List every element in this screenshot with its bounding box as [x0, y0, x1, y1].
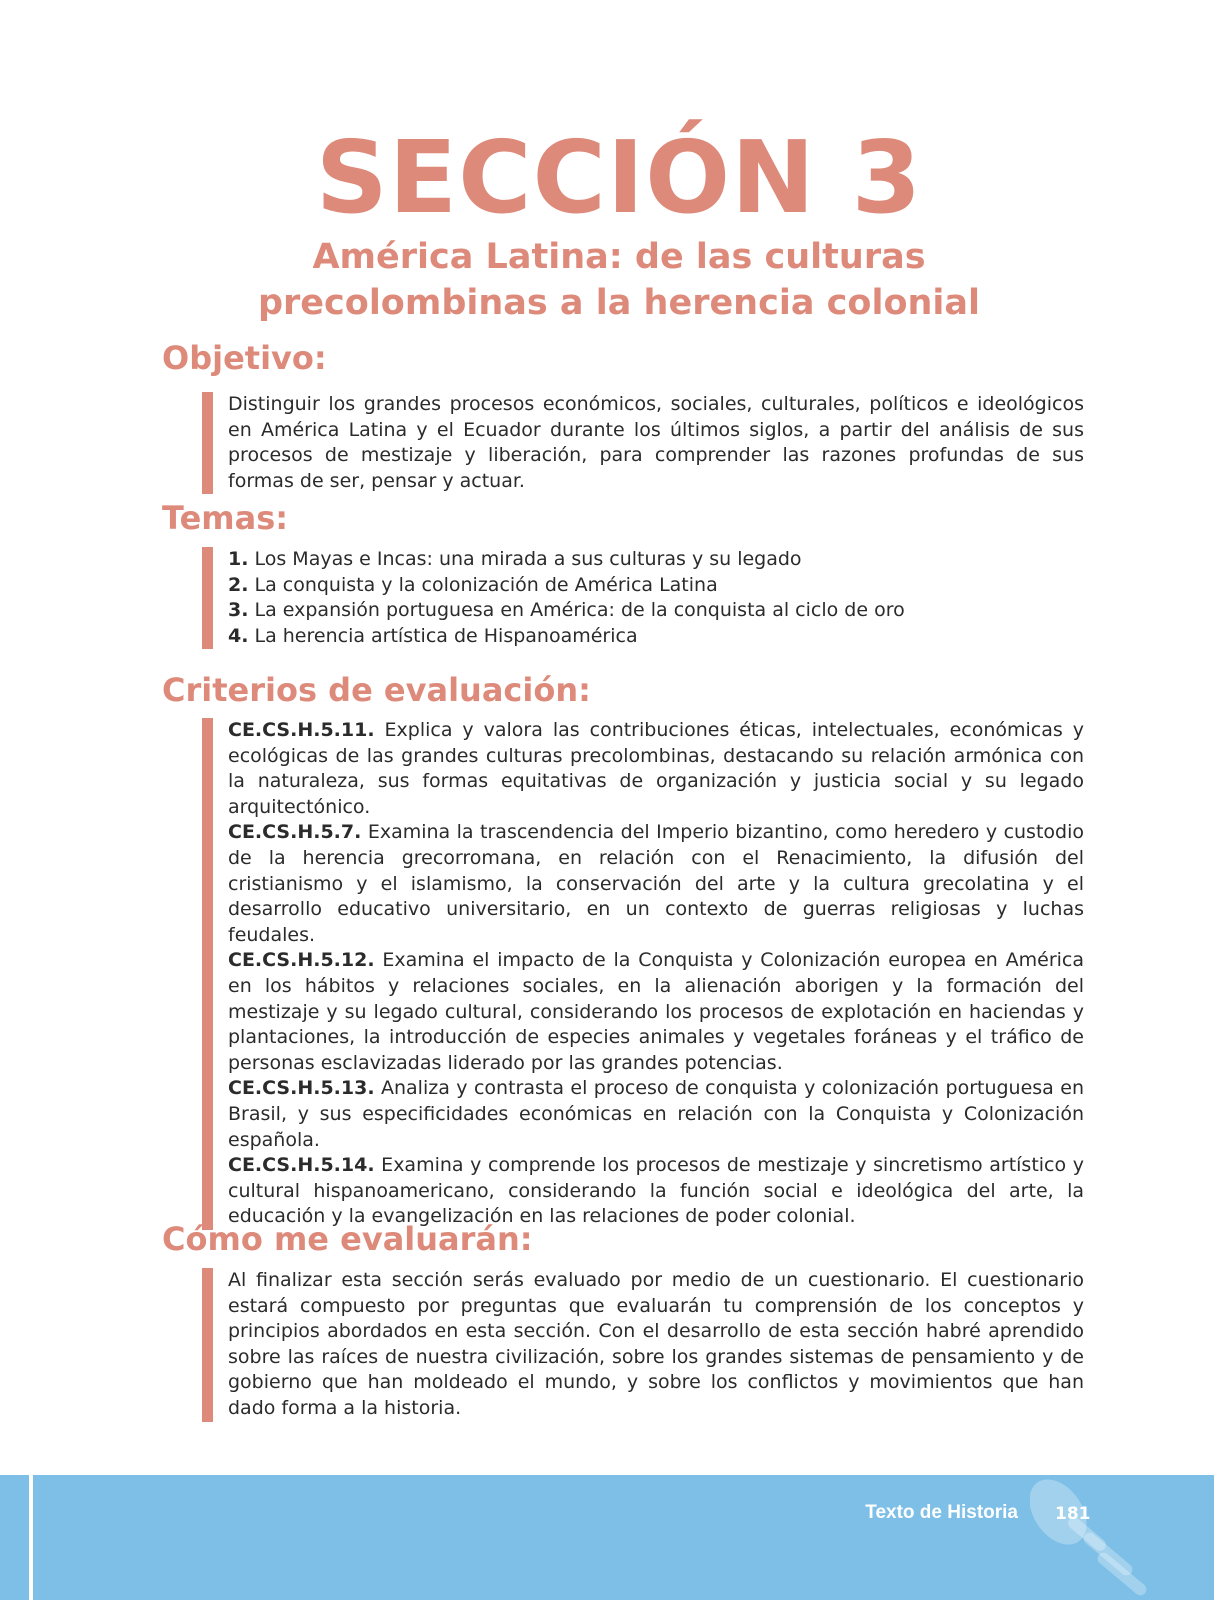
- item-number: 3.: [228, 599, 249, 622]
- criterion-text: Examina y comprende los procesos de mestizaje y sincretismo artístico y cultural hispanoamericano, considerando la función social e ideológica del arte, la educación y la evangelización en las relaciones de poder colonial.: [228, 1154, 1084, 1228]
- criterion-text: Explica y valora las contribuciones éticas, intelectuales, económicas y ecológicas de las grandes culturas precolombinas, destacando su relación armónica con la naturaleza, sus formas equitativas de organización y justicia social y su legado arquitectónico.: [228, 719, 1084, 818]
- criterion-text: Examina la trascendencia del Imperio bizantino, como heredero y custodio de la herencia grecorromana, en relación con el Renacimiento, la difusión del cristianismo y el islamismo, la conservación del arte y la cultura grecolatina y el desarrollo educativo universitario, en un contexto de guerras religiosas y luchas feudales.: [228, 821, 1084, 946]
- objetivo-heading: Objetivo:: [162, 339, 327, 377]
- criterion-code: CE.CS.H.5.12.: [228, 949, 375, 972]
- subtitle-line-1: América Latina: de las culturas: [312, 237, 926, 277]
- criterion-text: Analiza y contrasta el proceso de conquista y colonización portuguesa en Brasil, y sus especificidades económicas en relación con la Conquista y Colonización española.: [228, 1077, 1084, 1151]
- criterion-code: CE.CS.H.5.13.: [228, 1077, 375, 1100]
- section-subtitle: [0, 234, 1214, 326]
- temas-list: [228, 547, 1084, 649]
- subtitle-line-2: precolombinas a la herencia colonial: [257, 283, 981, 323]
- criterios-block: [202, 718, 1084, 1230]
- list-item: [228, 598, 1084, 624]
- criterion-code: CE.CS.H.5.14.: [228, 1154, 375, 1177]
- objetivo-block: [202, 392, 1084, 494]
- item-number: 4.: [228, 624, 249, 647]
- criterion-item: [228, 820, 1084, 948]
- objetivo-text: Distinguir los grandes procesos económicos, sociales, culturales, políticos e ideológicos en América Latina y el Ecuador durante los últimos siglos, a partir del análisis de sus procesos de mestizaje y liberación, para comprender las razones profundas de sus formas de ser, pensar y actuar.: [228, 393, 1084, 492]
- item-text: Los Mayas e Incas: una mirada a sus culturas y su legado: [248, 548, 802, 570]
- rocket-icon: [1030, 1470, 1150, 1604]
- evaluacion-heading: Cómo me evaluarán:: [162, 1220, 533, 1258]
- list-item: [228, 547, 1084, 573]
- item-number: 2.: [228, 573, 249, 596]
- criterion-item: [228, 718, 1084, 820]
- evaluacion-text: Al finalizar esta sección serás evaluado por medio de un cuestionario. El cuestionario estará compuesto por preguntas que evaluarán tu comprensión de los conceptos y principios abordados en esta sección. Con el desarrollo de esta sección habré aprendido sobre las raíces de nuestra civilización, sobre los grandes sistemas de pensamiento y de gobierno que han moldeado el mundo, y sobre los conflictos y movimientos que han dado forma a la historia.: [228, 1269, 1084, 1419]
- criterion-text: Examina el impacto de la Conquista y Colonización europea en América en los hábitos y relaciones sociales, en la alienación aborigen y la formación del mestizaje y su legado cultural, considerando los procesos de explotación en haciendas y plantaciones, la introducción de especies animales y vegetales foráneas y el tráfico de personas esclavizadas liderado por las grandes potencias.: [228, 949, 1084, 1074]
- criterion-item: [228, 948, 1084, 1076]
- criterion-code: CE.CS.H.5.7.: [228, 821, 362, 844]
- item-number: 1.: [228, 548, 249, 570]
- item-text: La expansión portuguesa en América: de la conquista al ciclo de oro: [248, 599, 905, 622]
- page-number: 181: [1055, 1504, 1091, 1524]
- criterion-code: CE.CS.H.5.11.: [228, 719, 375, 741]
- evaluacion-block: [202, 1268, 1084, 1422]
- footer-divider: [29, 1475, 33, 1600]
- temas-block: [202, 547, 1084, 649]
- temas-heading: Temas:: [162, 499, 289, 537]
- footer-label: Texto de Historia: [865, 1502, 1018, 1523]
- section-title: SECCIÓN 3: [315, 119, 923, 236]
- criterion-item: [228, 1076, 1084, 1153]
- criterios-heading: Criterios de evaluación:: [162, 671, 591, 709]
- list-item: [228, 624, 1084, 650]
- item-text: La conquista y la colonización de América Latina: [248, 573, 718, 596]
- list-item: [228, 573, 1084, 599]
- item-text: La herencia artística de Hispanoamérica: [248, 624, 638, 647]
